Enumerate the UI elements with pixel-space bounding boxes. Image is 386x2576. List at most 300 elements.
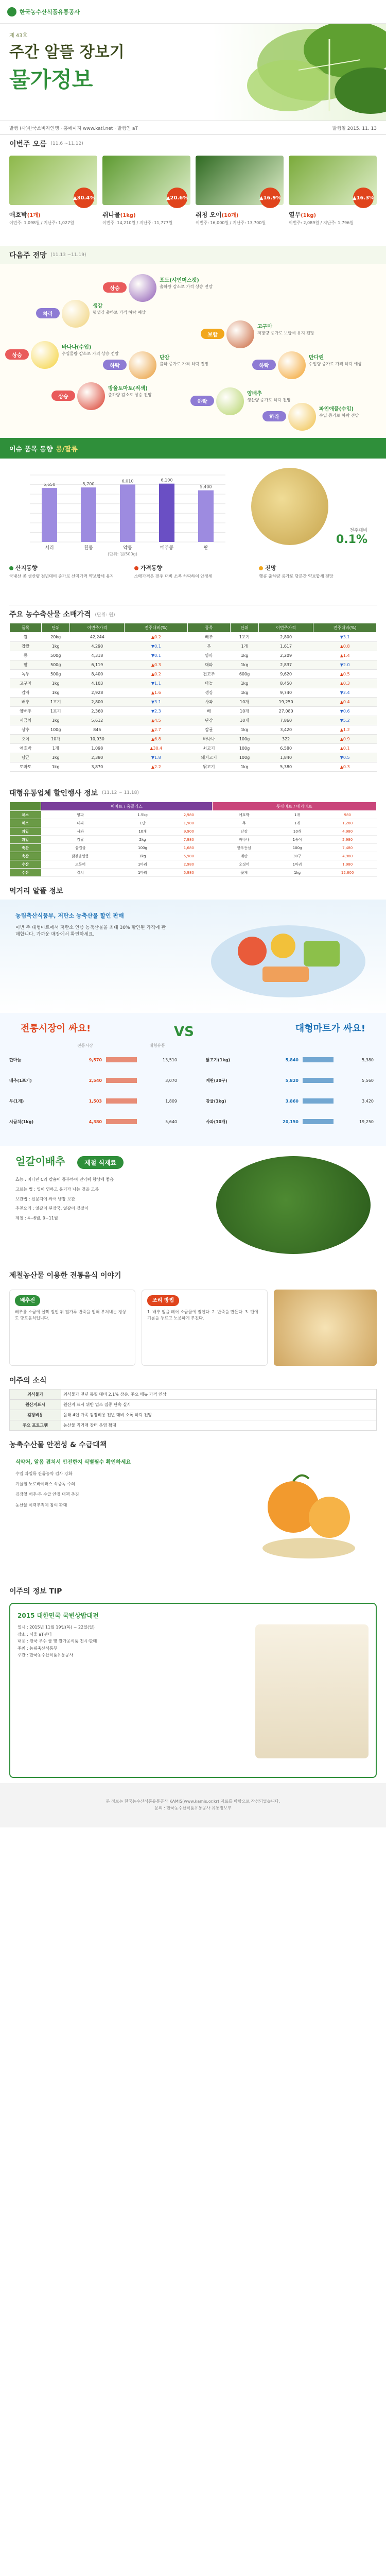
safety-title: 농축수산물 안전성 & 수급대책 xyxy=(9,1441,107,1449)
forecast-label xyxy=(319,406,386,418)
table-cell: 단감 xyxy=(188,716,231,725)
vs-bar xyxy=(303,1098,334,1104)
rising-desc: 이번주: 16,000원 / 지난주: 13,700원 xyxy=(196,221,266,225)
table-cell: 1kg xyxy=(42,716,70,725)
forecast-item-desc: 수입량 증가로 가격 하락 예상 xyxy=(309,361,362,366)
table-cell: 2,360 xyxy=(70,707,125,716)
vs-price-a: 1,503 xyxy=(89,1098,102,1104)
vs-col-b-header: 대형유통 xyxy=(149,1043,165,1048)
table-cell: 생강 xyxy=(188,688,231,698)
traditional-dish-icon xyxy=(274,1290,377,1366)
table-cell: 7,980 xyxy=(165,836,212,844)
table-cell: 1개 xyxy=(230,642,258,651)
table-cell: 100g xyxy=(230,735,258,744)
table-cell: 녹두 xyxy=(10,670,42,679)
news-title: 이주의 소식 xyxy=(9,1377,47,1385)
news-row xyxy=(10,1420,377,1431)
price-col-header: 전주대비(%) xyxy=(125,623,188,633)
price-col-header: 단위 xyxy=(42,623,70,633)
table-cell: 1kg xyxy=(276,869,319,877)
table-cell: 대파 xyxy=(41,819,120,827)
rising-badge: ▲16.3% xyxy=(353,188,374,208)
tip-line: 주관 : 한국농수산식품유통공사 xyxy=(17,1653,74,1658)
price-note xyxy=(0,772,386,784)
table-cell: ▼2.0 xyxy=(313,660,377,670)
rising-card xyxy=(289,156,377,243)
table-cell: 27,080 xyxy=(259,707,313,716)
rising-unit: (10개) xyxy=(221,213,239,218)
table-cell: 9,620 xyxy=(259,670,313,679)
market-vs-block xyxy=(0,1013,386,1146)
discount-table-wrap xyxy=(0,802,386,877)
table-row xyxy=(10,836,377,844)
vs-price-a: 20,150 xyxy=(283,1119,299,1124)
vs-bar xyxy=(106,1119,137,1124)
forecast-item-name: 양배추 xyxy=(247,391,262,397)
table-cell: ▼1.1 xyxy=(125,679,188,688)
note-dot-icon xyxy=(259,566,263,570)
tip-line: 일시 : 2015년 11월 19일(목) ~ 22일(일) xyxy=(17,1625,95,1630)
table-cell: 양파 xyxy=(41,811,120,819)
recipe-tag: 제철 식재료 xyxy=(77,1156,124,1169)
table-cell: 19,250 xyxy=(259,698,313,707)
forecast-item-name: 단감 xyxy=(160,355,170,361)
vs-row xyxy=(9,1054,179,1065)
price-col-header: 이번주가격 xyxy=(259,623,313,633)
table-row xyxy=(10,679,377,688)
table-cell: 대파 xyxy=(188,660,231,670)
rising-name-row xyxy=(9,210,97,219)
rising-items xyxy=(0,152,386,246)
table-cell: ▼3.1 xyxy=(313,633,377,642)
news-key: 원산지표시 xyxy=(10,1400,61,1410)
table-cell: 당근 xyxy=(10,753,42,762)
price-col-header: 단위 xyxy=(230,623,258,633)
table-cell: 1kg xyxy=(42,642,70,651)
rising-card xyxy=(9,156,97,243)
table-cell: ▲0.3 xyxy=(313,762,377,772)
table-cell: 10,930 xyxy=(70,735,125,744)
table-cell: 980 xyxy=(319,811,377,819)
table-row xyxy=(10,869,377,877)
table-cell: 8,450 xyxy=(259,679,313,688)
fruit-illustration-icon xyxy=(252,1461,365,1564)
rising-name: 애호박 xyxy=(9,211,27,218)
news-row xyxy=(10,1400,377,1410)
table-cell: ▼0.5 xyxy=(313,753,377,762)
tip-title: 이주의 정보 TIP xyxy=(9,1587,62,1596)
produce-icon xyxy=(288,403,316,431)
table-cell: 1kg xyxy=(230,688,258,698)
forecast-tag: 하락 xyxy=(36,308,60,318)
table-cell: 2kg xyxy=(120,836,166,844)
forecast-tag: 상승 xyxy=(5,349,29,360)
forecast-item-name: 방울토마토(적색) xyxy=(108,386,148,392)
table-cell: 10개 xyxy=(230,698,258,707)
vs-bar xyxy=(303,1119,334,1124)
forecast-tag: 하락 xyxy=(252,360,276,370)
vs-price-b: 5,380 xyxy=(362,1057,374,1062)
table-cell: 배 xyxy=(188,707,231,716)
table-cell: 1kg xyxy=(42,688,70,698)
table-cell: 10개 xyxy=(42,735,70,744)
table-cell: 양파 xyxy=(188,651,231,660)
story-title: 제철농산물 이용한 전통음식 이야기 xyxy=(9,1272,121,1280)
safety-line: 겨울철 노로바이러스 식중독 주의 xyxy=(15,1481,75,1486)
table-cell: 1kg xyxy=(230,679,258,688)
table-cell: 1마리 xyxy=(276,860,319,869)
org-logo-icon xyxy=(7,7,16,16)
table-cell: 845 xyxy=(70,725,125,735)
moe-title: 먹거리 알뜰 정보 xyxy=(9,887,63,895)
table-row xyxy=(10,860,377,869)
produce-icon xyxy=(31,341,59,369)
issue-note-title xyxy=(134,565,252,572)
category-label: 메주콩 xyxy=(160,546,174,551)
price-table-wrap xyxy=(0,623,386,772)
price-unit: (단위: 원) xyxy=(95,612,115,618)
issue-number: 제 43호 xyxy=(9,33,28,39)
table-cell: 바나나 xyxy=(212,836,276,844)
table-cell: 감귤 xyxy=(188,725,231,735)
table-cell: 6,580 xyxy=(259,744,313,753)
table-row xyxy=(10,725,377,735)
recipe-line: 보관법 : 신문지에 싸서 냉장 보관 xyxy=(15,1196,75,1201)
meta-row xyxy=(0,121,386,135)
issue-note xyxy=(134,565,252,605)
vs-item-name: 감귤(1kg) xyxy=(206,1098,226,1104)
table-cell: 양배추 xyxy=(10,707,42,716)
table-cell: 2,380 xyxy=(70,753,125,762)
table-cell: ▼0.6 xyxy=(313,707,377,716)
table-cell: 삼겹살 xyxy=(41,844,120,852)
discount-title: 대형유통업체 할인행사 정보 xyxy=(9,789,98,798)
table-row xyxy=(10,762,377,772)
forecast-label xyxy=(160,354,232,367)
table-cell: 과일 xyxy=(10,827,41,836)
table-cell: 1.5kg xyxy=(120,811,166,819)
table-cell: 20kg xyxy=(42,633,70,642)
tip-box xyxy=(9,1603,377,1778)
discount-table xyxy=(9,802,377,877)
moe-text xyxy=(15,912,170,939)
safety-block xyxy=(0,1453,386,1582)
table-cell: 2,800 xyxy=(259,633,313,642)
tip-line: 내용 : 전국 우수 쌀 및 쌀가공식품 전시·판매 xyxy=(17,1639,97,1644)
forecast-tag: 하락 xyxy=(103,360,127,370)
forecast-tag: 하락 xyxy=(262,411,286,421)
rising-unit: (1kg) xyxy=(120,213,136,218)
vs-bar xyxy=(106,1078,137,1083)
table-cell: ▲4.5 xyxy=(125,716,188,725)
rising-title: 이번주 오름 xyxy=(9,140,47,148)
vs-bar xyxy=(303,1078,334,1083)
story-cards xyxy=(0,1284,386,1371)
table-cell: 30구 xyxy=(276,852,319,860)
price-table xyxy=(9,623,377,772)
forecast-item-desc: 생산량 증가로 하락 전망 xyxy=(247,397,291,402)
table-cell: 8,400 xyxy=(70,670,125,679)
chart-unit: (단위: 원/500g) xyxy=(108,552,137,556)
news-section-title xyxy=(0,1371,386,1389)
vs-bar xyxy=(106,1098,137,1104)
rising-name: 열무 xyxy=(289,211,301,218)
table-cell: 100g xyxy=(276,844,319,852)
table-cell: ▲30.4 xyxy=(125,744,188,753)
vs-row xyxy=(9,1095,179,1107)
table-cell: ▼2.3 xyxy=(125,707,188,716)
rising-card xyxy=(196,156,284,243)
table-cell: 마늘 xyxy=(188,679,231,688)
table-cell: 1개 xyxy=(42,744,70,753)
forecast-period: (11.13 ~11.19) xyxy=(50,252,86,258)
rising-name: 취나물 xyxy=(102,211,120,218)
tip-section-title xyxy=(0,1582,386,1600)
vs-row xyxy=(206,1054,376,1065)
bean-change xyxy=(336,527,367,546)
discount-section-title xyxy=(0,784,386,802)
table-cell: 1송이 xyxy=(276,836,319,844)
story-text: 1. 배추 잎을 떼어 소금물에 절인다. 2. 반죽을 만든다. 3. 팬에 기름을 두르고 노릇하게 부친다. xyxy=(147,1310,258,1320)
table-cell: 한우등심 xyxy=(212,844,276,852)
recipe-title: 얼갈이배추 xyxy=(15,1155,65,1167)
table-row xyxy=(10,716,377,725)
rising-unit: (1개) xyxy=(27,213,41,218)
table-cell: 닭고기 xyxy=(188,762,231,772)
table-row xyxy=(10,651,377,660)
bar-value-label: 5,400 xyxy=(200,484,212,489)
vs-row xyxy=(206,1116,376,1127)
table-row xyxy=(10,670,377,679)
table-cell: 2,837 xyxy=(259,660,313,670)
table-cell: 오징어 xyxy=(212,860,276,869)
table-cell: 1kg xyxy=(42,762,70,772)
vs-price-a: 2,540 xyxy=(89,1078,102,1083)
forecast-item-desc: 출하량 감소로 상승 전망 xyxy=(108,392,152,397)
table-cell: 사과 xyxy=(188,698,231,707)
news-row xyxy=(10,1389,377,1400)
table-cell: 고등어 xyxy=(41,860,120,869)
moe-section-title xyxy=(0,882,386,900)
vs-price-b: 5,640 xyxy=(165,1119,177,1124)
table-cell: ▲2.2 xyxy=(125,762,188,772)
table-cell: 감자 xyxy=(10,688,42,698)
produce-icon xyxy=(77,382,105,410)
forecast-tag: 상승 xyxy=(103,282,127,293)
forecast-item-desc: 출하 증가로 가격 하락 전망 xyxy=(160,361,209,366)
table-cell: 100g xyxy=(42,725,70,735)
table-cell: 1kg xyxy=(230,660,258,670)
issue-note-title xyxy=(259,565,377,572)
vs-price-b: 3,070 xyxy=(165,1078,177,1083)
forecast-label xyxy=(309,354,381,367)
table-cell: 10개 xyxy=(230,716,258,725)
table-row xyxy=(10,642,377,651)
vs-row xyxy=(206,1095,376,1107)
table-cell: 3,870 xyxy=(70,762,125,772)
issue-note xyxy=(9,565,127,605)
price-col-header: 이번주가격 xyxy=(70,623,125,633)
vs-price-a: 3,860 xyxy=(285,1098,299,1104)
issue-note-title-text: 가격동향 xyxy=(140,565,163,571)
recipe-line: 효능 : 비타민 C와 칼슘이 풍부하여 면역력 향상에 좋음 xyxy=(15,1177,114,1182)
table-row xyxy=(10,688,377,698)
table-cell: 100g xyxy=(230,744,258,753)
table-cell: ▲1.6 xyxy=(125,688,188,698)
table-cell: 1,980 xyxy=(165,819,212,827)
vs-item-name: 사과(10개) xyxy=(206,1119,227,1124)
table-cell: 10개 xyxy=(120,827,166,836)
table-cell: 계란 xyxy=(212,852,276,860)
org-name: 한국농수산식품유통공사 xyxy=(20,8,80,15)
issue-section-title xyxy=(0,438,386,459)
tip-heading: 2015 대한민국 국빈상밥대전 xyxy=(17,1612,99,1619)
rice-poster-icon xyxy=(255,1624,369,1758)
table-cell: 1kg xyxy=(42,679,70,688)
table-cell: ▲0.3 xyxy=(125,660,188,670)
table-cell: 2,980 xyxy=(165,860,212,869)
table-cell: 1포기 xyxy=(230,633,258,642)
table-cell: 3,420 xyxy=(259,725,313,735)
table-cell: 500g xyxy=(42,670,70,679)
rising-desc: 이번주: 2,089원 / 지난주: 1,796원 xyxy=(289,221,354,225)
forecast-title: 다음주 전망 xyxy=(9,251,47,260)
vs-item-name: 계란(30구) xyxy=(206,1078,227,1083)
table-cell: 1단 xyxy=(120,819,166,827)
table-row xyxy=(10,660,377,670)
issue-note-title-text: 산지동향 xyxy=(15,565,38,571)
table-cell: ▲1.2 xyxy=(313,725,377,735)
table-cell: 4,980 xyxy=(319,827,377,836)
moe-heading: 농림축산식품부, 저탄소 농축산물 할인 판매 xyxy=(15,912,124,919)
vs-label: VS xyxy=(174,1024,194,1040)
table-cell: 찹쌀 xyxy=(10,642,42,651)
recipe-line: 고르는 법 : 잎이 연하고 윤기가 나는 것을 고름 xyxy=(15,1187,99,1192)
vegetable-leaves-icon xyxy=(226,24,386,121)
vs-item-name: 배추(1포기) xyxy=(9,1078,32,1083)
safety-line: 수입 과일류 잔류농약 검사 강화 xyxy=(15,1471,73,1476)
vs-row xyxy=(9,1116,179,1127)
table-cell: 배추 xyxy=(10,698,42,707)
table-cell: 애호박 xyxy=(212,811,276,819)
news-value: 올해 4인 가족 김장비용 전년 대비 소폭 하락 전망 xyxy=(61,1410,377,1420)
rising-name-row xyxy=(289,210,377,219)
table-cell: ▼2.4 xyxy=(313,688,377,698)
rising-card xyxy=(102,156,190,243)
table-cell: 100g xyxy=(120,844,166,852)
issue-item: 콩/팥류 xyxy=(56,445,78,453)
news-key: 김장비용 xyxy=(10,1410,61,1420)
table-cell: 5,380 xyxy=(259,762,313,772)
table-cell: ▲6.8 xyxy=(125,735,188,744)
story-tag: 배추전 xyxy=(15,1295,40,1306)
groceries-illustration-icon xyxy=(206,910,371,1003)
table-cell: 5,980 xyxy=(165,869,212,877)
table-cell: 5,612 xyxy=(70,716,125,725)
table-cell: 4,980 xyxy=(319,852,377,860)
bar xyxy=(42,488,57,542)
rising-desc: 이번주: 14,210원 / 지난주: 11,777원 xyxy=(102,221,173,225)
table-cell: 1,980 xyxy=(319,860,377,869)
produce-icon xyxy=(62,300,90,328)
forecast-diagram xyxy=(0,264,386,438)
vs-price-b: 13,510 xyxy=(163,1057,177,1062)
table-cell: 1마리 xyxy=(120,869,166,877)
publisher-info: 발행 (사)한국소비자연맹 · 홈페이지 www.kati.net · 발행인 aT xyxy=(9,126,138,131)
table-cell: 5,980 xyxy=(165,852,212,860)
forecast-item-desc: 출하량 감소로 가격 상승 전망 xyxy=(160,284,213,289)
footer-line2: 문의 : 한국농수산식품유통공사 유통정보부 xyxy=(154,1806,232,1810)
produce-icon xyxy=(226,320,254,348)
forecast-tag: 보합 xyxy=(201,329,224,339)
table-cell: 단감 xyxy=(212,827,276,836)
table-cell: 1,680 xyxy=(165,844,212,852)
rising-desc: 이번주: 1,098원 / 지난주: 1,027원 xyxy=(9,221,74,225)
table-row xyxy=(10,827,377,836)
bar xyxy=(159,484,174,542)
vs-bar xyxy=(106,1057,137,1062)
table-cell: 500g xyxy=(42,660,70,670)
table-cell: 배추 xyxy=(188,633,231,642)
table-cell: ▼0.1 xyxy=(125,642,188,651)
table-cell: 축산 xyxy=(10,852,41,860)
category-label: 서리 xyxy=(45,546,54,551)
bean-price-chart xyxy=(9,465,236,557)
hero-banner xyxy=(0,24,386,121)
table-cell: 4,103 xyxy=(70,679,125,688)
forecast-section-title xyxy=(0,246,386,264)
table-cell: ▲0.5 xyxy=(313,670,377,679)
bar xyxy=(81,487,96,542)
forecast-item-name: 파인애플(수입) xyxy=(319,406,354,412)
forecast-item-name: 만다린 xyxy=(309,355,324,361)
table-cell: 1,617 xyxy=(259,642,313,651)
table-cell: 1포기 xyxy=(42,698,70,707)
tip-list xyxy=(17,1624,234,1659)
table-row xyxy=(10,744,377,753)
vs-price-b: 5,560 xyxy=(362,1078,374,1083)
price-col-header: 전주대비(%) xyxy=(313,623,377,633)
story-section-title xyxy=(0,1266,386,1284)
table-cell: 1마리 xyxy=(120,860,166,869)
bar xyxy=(120,484,135,542)
table-cell: 애호박 xyxy=(10,744,42,753)
rising-name-row xyxy=(102,210,190,219)
vs-price-b: 3,420 xyxy=(362,1098,374,1104)
table-cell: ▲1.4 xyxy=(313,651,377,660)
produce-icon xyxy=(129,274,156,302)
table-cell: 쇠고기 xyxy=(188,744,231,753)
table-cell: 4,290 xyxy=(70,642,125,651)
table-cell: 바나나 xyxy=(188,735,231,744)
table-cell: 4,318 xyxy=(70,651,125,660)
vs-price-a: 4,380 xyxy=(89,1119,102,1124)
table-cell: 채소 xyxy=(10,819,41,827)
safety-line: 농산물 이력추적제 참여 확대 xyxy=(15,1502,67,1507)
forecast-item-desc: 저장량 증가로 보합세 유지 전망 xyxy=(257,330,314,335)
rising-name-row xyxy=(196,210,284,219)
recipe-line: 제철 : 4~6월, 9~11월 xyxy=(15,1216,58,1221)
table-cell: ▲2.7 xyxy=(125,725,188,735)
table-cell: ▲0.9 xyxy=(313,735,377,744)
issue-title: 이슈 품목 동향 xyxy=(9,445,53,453)
rising-unit: (1kg) xyxy=(301,213,317,218)
table-row xyxy=(10,811,377,819)
table-row xyxy=(10,633,377,642)
vs-item-name: 닭고기(1kg) xyxy=(206,1057,231,1062)
footer xyxy=(0,1783,386,1827)
footer-line1: 본 정보는 한국농수산식품유통공사 KAMIS(www.kamis.or.kr) 자료를 바탕으로 작성되었습니다. xyxy=(106,1799,280,1804)
